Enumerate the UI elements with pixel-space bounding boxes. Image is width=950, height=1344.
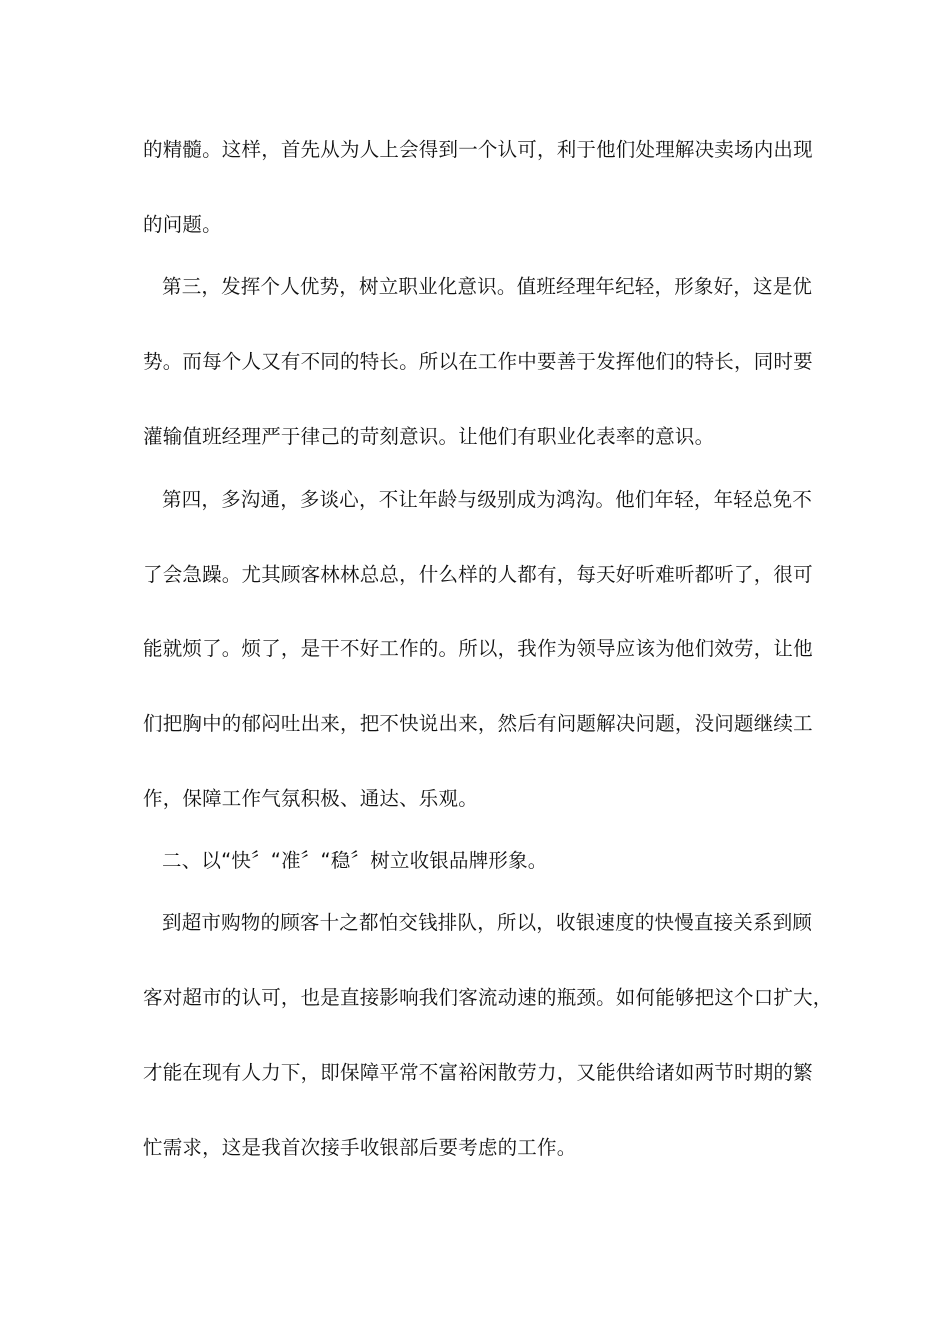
text-line: 客对超市的认可，也是直接影响我们客流动速的瓶颈。如何能够把这个口扩大， (143, 986, 833, 1009)
text-line: 们把胸中的郁闷吐出来，把不快说出来，然后有问题解决问题，没问题继续工 (143, 712, 813, 735)
paragraph-third-start: 第三，发挥个人优势，树立职业化意识。值班经理年纪轻，形象好，这是优 (162, 275, 813, 298)
text-line: 的精髓。这样，首先从为人上会得到一个认可，利于他们处理解决卖场内出现 (143, 138, 813, 161)
text-line: 才能在现有人力下，即保障平常不富裕闲散劳力，又能供给诸如两节时期的繁 (143, 1061, 813, 1084)
paragraph-fourth-start: 第四，多沟通，多谈心，不让年龄与级别成为鸿沟。他们年轻，年轻总免不 (162, 488, 813, 511)
paragraph-checkout-start: 到超市购物的顾客十之都怕交钱排队，所以，收银速度的快慢直接关系到顾 (162, 911, 813, 934)
text-line: 忙需求，这是我首次接手收银部后要考虑的工作。 (143, 1136, 577, 1159)
text-line: 灌输值班经理严于律己的苛刻意识。让他们有职业化表率的意识。 (143, 425, 715, 448)
text-line: 了会急躁。尤其顾客林林总总，什么样的人都有，每天好听难听都听了，很可 (143, 563, 813, 586)
text-line: 作，保障工作气氛积极、通达、乐观。 (143, 787, 478, 810)
text-line: 能就烦了。烦了，是干不好工作的。所以，我作为领导应该为他们效劳，让他 (143, 637, 813, 660)
text-line: 势。而每个人又有不同的特长。所以在工作中要善于发挥他们的特长，同时要 (143, 350, 813, 373)
section-heading: 二、以“快〞“准〞“稳〞树立收银品牌形象。 (162, 849, 548, 872)
text-line: 的问题。 (143, 213, 222, 236)
